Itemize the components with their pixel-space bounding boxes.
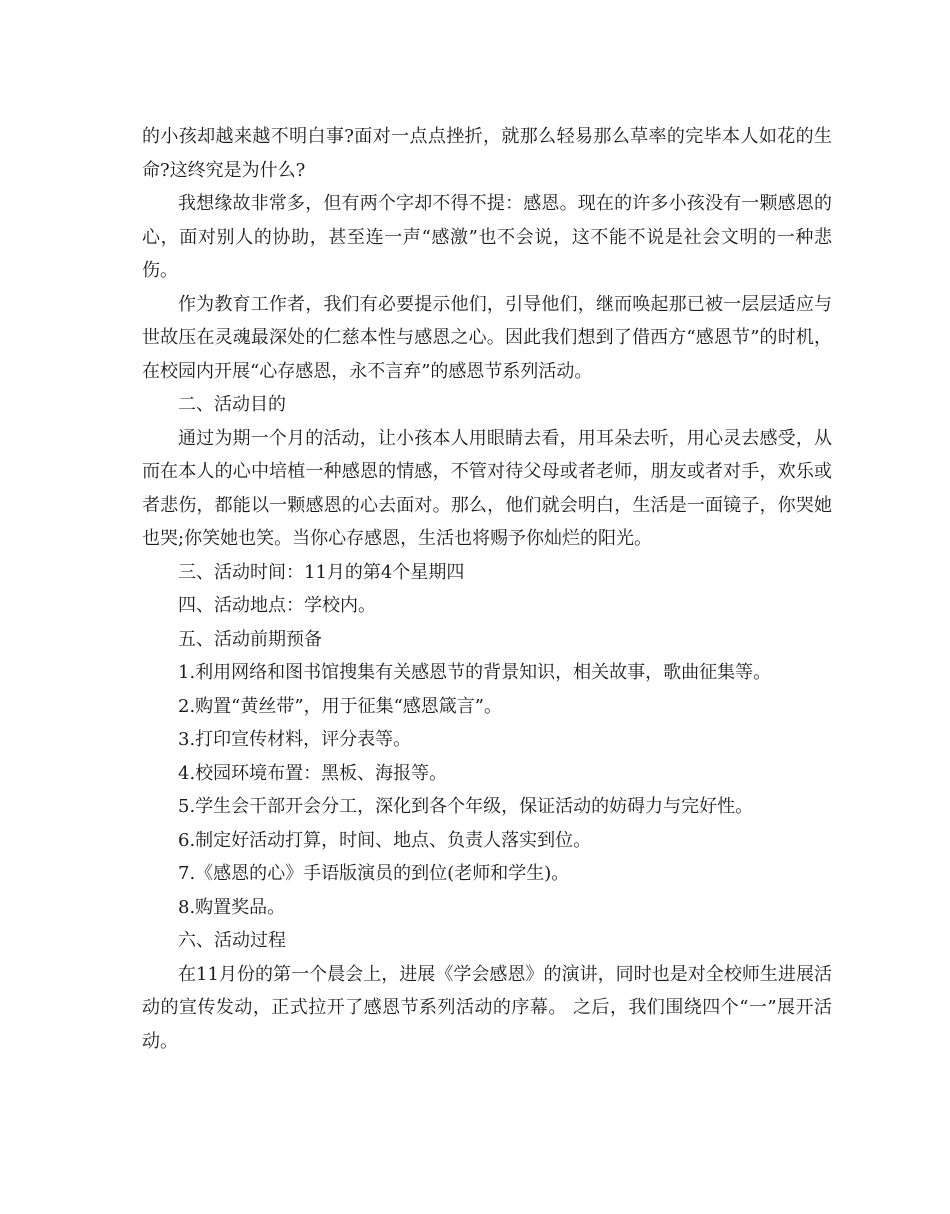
- section-heading-location: 四、活动地点：学校内。: [178, 595, 376, 616]
- paragraph-gratitude-reason: 我想缘故非常多，但有两个字却不得不提：感恩。现在的许多小孩没有一颗感恩的心，面对别人的协助，甚至连一声“感激”也不会说，这不能不说是社会文明的一种悲伤。: [142, 193, 832, 281]
- list-item-preparation-3: 3.打印宣传材料，评分表等。: [178, 729, 412, 750]
- section-heading-time: 三、活动时间：11月的第4个星期四: [178, 561, 465, 583]
- list-item-preparation-5: 5.学生会干部开会分工，深化到各个年级，保证活动的妨碍力与完好性。: [178, 796, 754, 817]
- list-item-preparation-7: 7.《感恩的心》手语版演员的到位(老师和学生)。: [178, 863, 570, 884]
- paragraph-purpose: 通过为期一个月的活动，让小孩本人用眼睛去看，用耳朵去听，用心灵去感受，从而在本人的心中培植一种感恩的情感，不管对待父母或者老师，朋友或者对手，欢乐或者悲伤，都能以一颗感恩的心去面对。那么，他们就会明白，生活是一面镜子，你哭她也哭;你笑她也笑。当你心存感恩，生活也将赐予你灿烂的阳光。: [142, 427, 832, 549]
- section-heading-preparation: 五、活动前期预备: [178, 628, 322, 650]
- list-item-preparation-2: 2.购置“黄丝带”，用于征集“感恩箴言”。: [178, 695, 502, 717]
- list-item-preparation-8: 8.购置奖品。: [178, 896, 286, 918]
- paragraph-educator-role: 作为教育工作者，我们有必要提示他们，引导他们，继而唤起那已被一层层适应与世故压在灵魂最深处的仁慈本性与感恩之心。因此我们想到了借西方“感恩节”的时机，在校园内开展“心存感恩，永不言弃”的感恩节系列活动。: [142, 293, 832, 382]
- paragraph-process: 在11月份的第一个晨会上，进展《学会感恩》的演讲，同时也是对全校师生进展活动的宣传发动，正式拉开了感恩节系列活动的序幕。 之后，我们围绕四个“一”展开活动。: [142, 963, 832, 1052]
- list-item-preparation-4: 4.校园环境布置：黑板、海报等。: [178, 762, 448, 784]
- section-heading-purpose: 二、活动目的: [178, 394, 286, 415]
- document-body: [142, 120, 832, 1058]
- paragraph-opening-continuation: 的小孩却越来越不明白事?面对一点点挫折，就那么轻易那么草率的完毕本人如花的生命?这终究是为什么?: [142, 126, 832, 181]
- list-item-preparation-6: 6.制定好活动打算，时间、地点、负责人落实到位。: [178, 829, 592, 851]
- list-item-preparation-1: 1.利用网络和图书馆搜集有关感恩节的背景知识，相关故事，歌曲征集等。: [178, 662, 772, 683]
- section-heading-process: 六、活动过程: [178, 930, 286, 951]
